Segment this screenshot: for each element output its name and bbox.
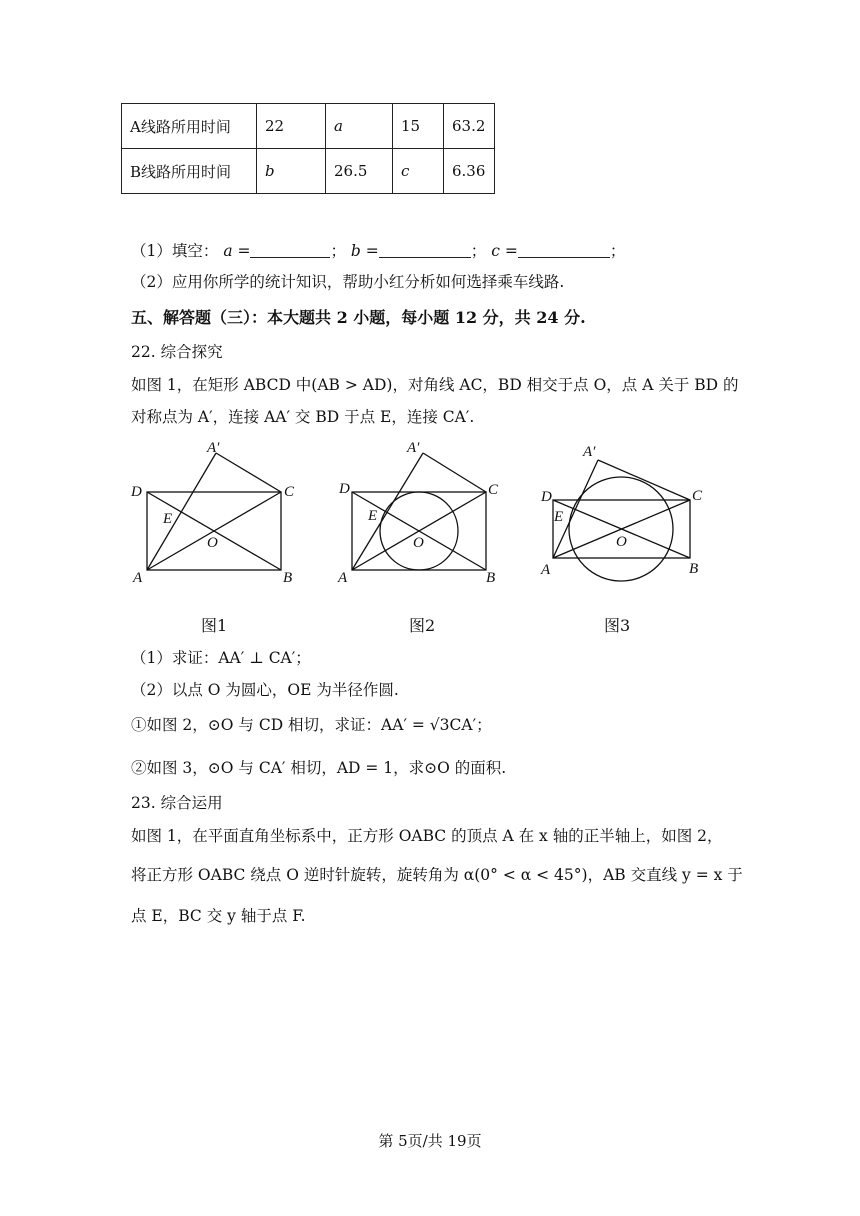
label-C: C: [692, 488, 703, 504]
q22-intro-line2: 对称点为 A′，连接 AA′ 交 BD 于点 E，连接 CA′.: [131, 408, 475, 426]
q23-line3: 点 E，BC 交 y 轴于点 F.: [131, 907, 306, 925]
label-O: O: [616, 534, 627, 550]
q22-part2a: ①如图 2，⊙O 与 CD 相切，求证：AA′ = √3CA′；: [131, 716, 492, 734]
separator: ；: [330, 242, 346, 260]
row-label: B线路所用时间: [122, 149, 257, 194]
label-B: B: [689, 561, 699, 577]
c-label: c =: [491, 242, 518, 260]
q22-title: 22. 综合探究: [131, 343, 223, 361]
q21-part2: （2）应用你所学的统计知识，帮助小红分析如何选择乘车线路.: [131, 273, 565, 291]
label-D: D: [339, 481, 350, 497]
q22-part2b: ②如图 3，⊙O 与 CA′ 相切，AD = 1，求⊙O 的面积.: [131, 759, 507, 777]
figure-caption-2: 图2: [409, 616, 436, 635]
q22-intro-line1: 如图 1，在矩形 ABCD 中(AB > AD)，对角线 AC，BD 相交于点 O，点 A 关于 BD 的: [131, 376, 739, 394]
label-D: D: [131, 484, 142, 500]
q22-part2: （2）以点 O 为圆心，OE 为半径作圆.: [131, 681, 399, 699]
label-C: C: [284, 484, 295, 500]
section-title: 五、解答题（三）：本大题共 2 小题，每小题 12 分，共 24 分.: [131, 308, 586, 327]
table-row: [122, 104, 495, 149]
answer-blank-a[interactable]: [250, 243, 330, 258]
label-E: E: [554, 509, 564, 525]
table-cell: 63.2: [444, 104, 495, 149]
label-A: A: [338, 570, 348, 586]
table-cell: b: [257, 149, 326, 194]
label-C: C: [488, 482, 499, 498]
label-O: O: [207, 535, 218, 551]
figure-caption-1: 图1: [201, 616, 228, 635]
answer-blank-c[interactable]: [518, 243, 610, 258]
label-O: O: [413, 535, 424, 551]
label-A: A: [133, 570, 143, 586]
separator: ；: [470, 242, 487, 260]
table-cell: 6.36: [444, 149, 495, 194]
answer-blank-b[interactable]: [379, 243, 471, 258]
table-cell: 22: [257, 104, 326, 149]
part-label: （1）填空：: [131, 242, 219, 260]
label-E: E: [368, 508, 378, 524]
label-Ap: A′: [207, 440, 220, 456]
label-A: A: [541, 562, 551, 578]
q22-part1: （1）求证：AA′ ⊥ CA′；: [131, 649, 311, 667]
table-row: [122, 149, 495, 194]
q21-part1: [131, 239, 625, 261]
table-cell: 15: [393, 104, 444, 149]
route-time-table: [121, 103, 495, 194]
label-B: B: [486, 570, 496, 586]
label-E: E: [163, 511, 173, 527]
q23-line1: 如图 1，在平面直角坐标系中，正方形 OABC 的顶点 A 在 x 轴的正半轴上，如图 2，: [131, 827, 723, 845]
row-label: A线路所用时间: [122, 104, 257, 149]
q23-title: 23. 综合运用: [131, 794, 223, 812]
label-D: D: [541, 489, 552, 505]
table-cell: 26.5: [326, 149, 393, 194]
table-cell: a: [326, 104, 393, 149]
b-label: b =: [350, 242, 379, 260]
figures: [0, 430, 860, 630]
q23-line2: 将正方形 OABC 绕点 O 逆时针旋转，旋转角为 α(0° < α < 45°)，AB 交直线 y = x 于: [131, 866, 743, 884]
separator: ；: [609, 242, 626, 260]
label-Ap: A′: [583, 444, 596, 460]
figure-3: [553, 460, 690, 581]
page-footer: 第 5页/共 19页: [378, 1132, 482, 1150]
a-label: a =: [223, 242, 251, 260]
label-Ap: A′: [407, 440, 420, 456]
label-B: B: [283, 570, 293, 586]
table-cell: c: [393, 149, 444, 194]
figure-caption-3: 图3: [604, 616, 631, 635]
